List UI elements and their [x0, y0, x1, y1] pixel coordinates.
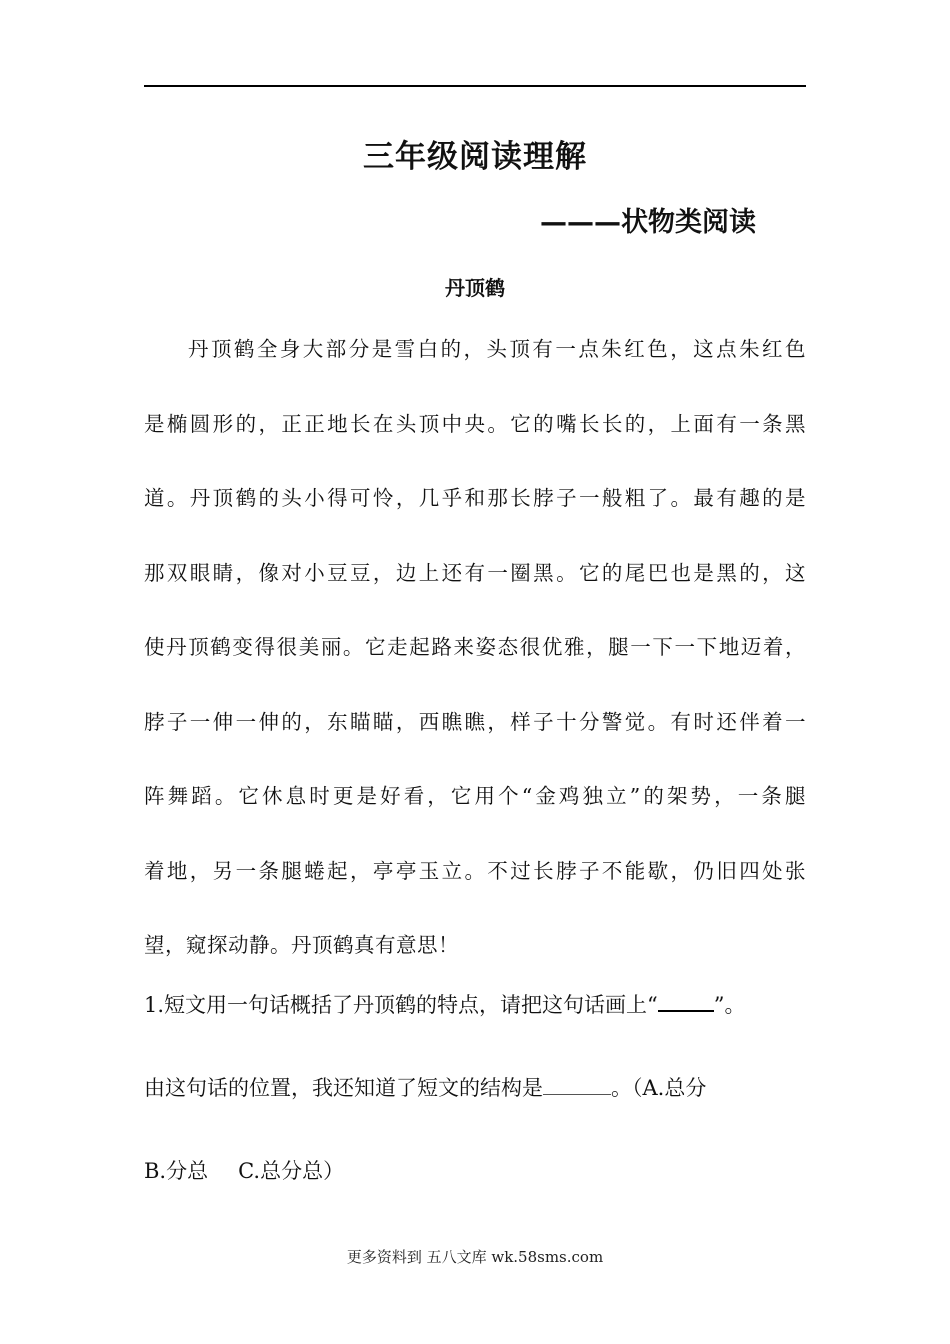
passage-line: 是椭圆形的，正正地长在头顶中央。它的嘴长长的，上面有一条黑	[144, 411, 806, 436]
passage-line: 丹顶鹤全身大部分是雪白的，头顶有一点朱红色，这点朱红色	[188, 337, 806, 361]
question-text: 由这句话的位置，我还知道了短文的结构是	[144, 1076, 543, 1100]
passage-line: 道。丹顶鹤的头小得可怜，几乎和那长脖子一般粗了。最有趣的是	[144, 486, 806, 510]
page-title: 三年级阅读理解	[363, 139, 587, 175]
passage-title: 丹顶鹤	[445, 276, 505, 300]
answer-blank-underline[interactable]	[658, 990, 714, 1012]
option-b: B.分总	[144, 1159, 209, 1183]
header-rule	[144, 85, 806, 87]
question-line-3	[144, 1156, 806, 1239]
passage-line: 着地，另一条腿蜷起，亭亭玉立。不过长脖子不能歇，仍旧四处张	[144, 858, 806, 883]
question-text: 1.短文用一句话概括了丹顶鹤的特点，请把这句话画上“	[144, 993, 658, 1017]
passage-body	[144, 334, 806, 1005]
question-text: 。（A.总分	[611, 1076, 707, 1100]
passage-line: 脖子一伸一伸的，东瞄瞄，西瞧瞧，样子十分警觉。有时还伴着一	[144, 709, 806, 734]
passage-line: 使丹顶鹤变得很美丽。它走起路来姿态很优雅，腿一下一下地迈着，	[144, 635, 806, 659]
question-1	[144, 990, 806, 1239]
option-c: C.总分总）	[238, 1159, 345, 1183]
answer-blank-structure[interactable]	[543, 1074, 611, 1095]
question-line-2	[144, 1073, 806, 1156]
question-text: ”。	[713, 993, 746, 1017]
passage-line: 那双眼睛，像对小豆豆，边上还有一圈黑。它的尾巴也是黑的，这	[144, 560, 806, 585]
page-footer: 更多资料到 五八文库 wk.58sms.com	[346, 1248, 604, 1266]
passage-line: 阵舞蹈。它休息时更是好看，它用个“金鸡独立”的架势，一条腿	[144, 784, 806, 808]
page-subtitle: ———状物类阅读	[540, 207, 756, 238]
question-line-1	[144, 990, 806, 1073]
passage-line: 望，窥探动静。丹顶鹤真有意思！	[144, 933, 459, 957]
